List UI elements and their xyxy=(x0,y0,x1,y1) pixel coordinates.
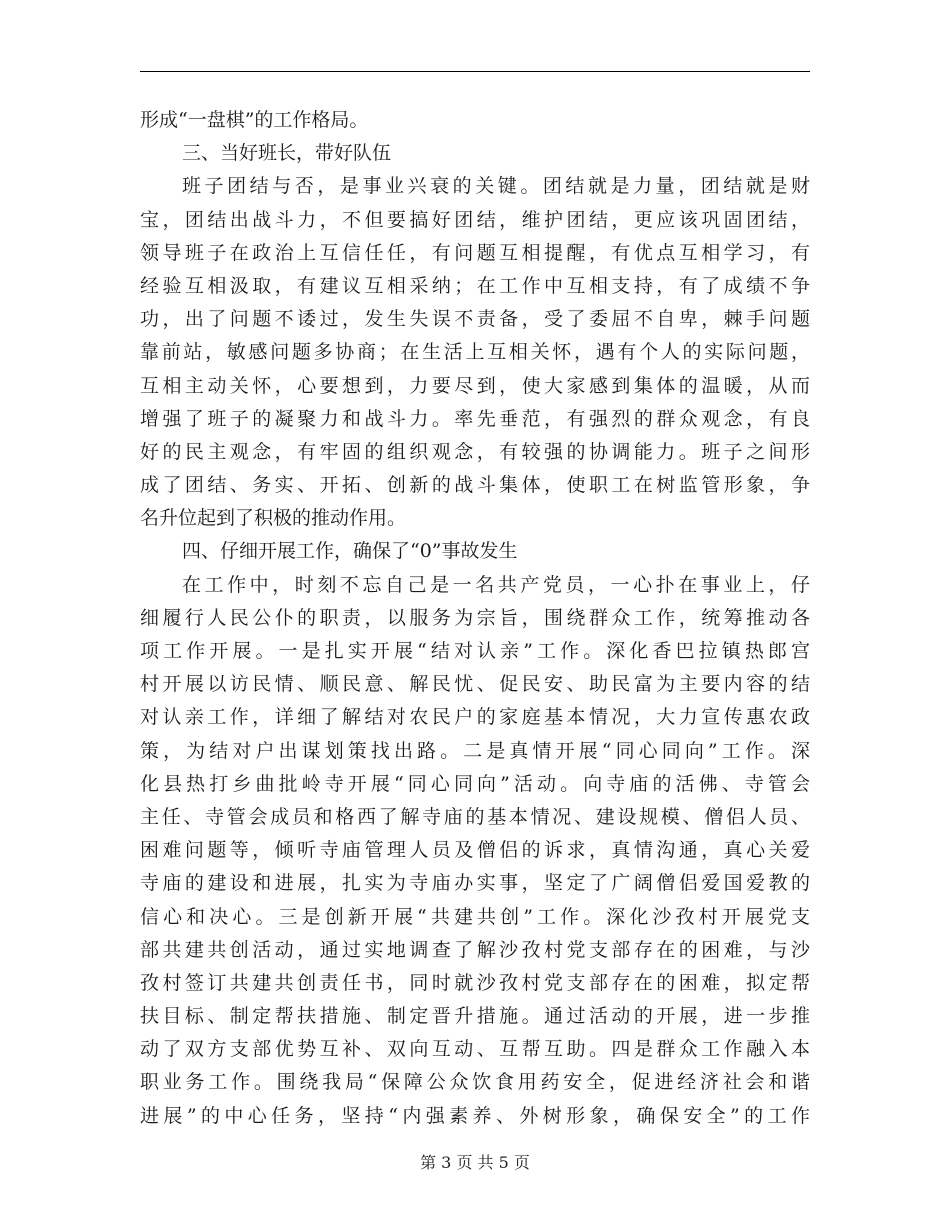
text-line: 宝，团结出战斗力，不但要搞好团结，维护团结，更应该巩固团结， xyxy=(140,208,810,231)
section-heading: 三、当好班长，带好队伍 xyxy=(182,142,392,165)
page-number-footer: 第 3 页 共 5 页 xyxy=(420,1153,530,1172)
text-line: 增强了班子的凝聚力和战斗力。率先垂范，有强烈的群众观念，有良 xyxy=(140,407,810,430)
text-line: 信心和决心。三是创新开展“共建共创”工作。深化沙孜村开展党支 xyxy=(140,905,810,928)
text-line: 领导班子在政治上互信任任，有问题互相提醒，有优点互相学习，有 xyxy=(140,241,810,264)
header-rule xyxy=(140,71,810,72)
text-line: 困难问题等，倾听寺庙管理人员及僧侣的诉求，真情沟通，真心关爱 xyxy=(140,839,810,862)
text-line: 好的民主观念，有牢固的组织观念，有较强的协调能力。班子之间形 xyxy=(140,440,810,463)
document-body xyxy=(140,104,810,1133)
text-line: 对认亲工作，详细了解结对农民户的家庭基本情况，大力宣传惠农政 xyxy=(140,706,810,729)
text-line: 成了团结、务实、开拓、创新的战斗集体，使职工在树监管形象，争 xyxy=(140,474,810,497)
section-heading: 四、仔细开展工作，确保了“0”事故发生 xyxy=(182,540,518,563)
text-line: 细履行人民公仆的职责，以服务为宗旨，围绕群众工作，统筹推动各 xyxy=(140,606,810,629)
text-line: 动了双方支部优势互补、双向互动、互帮互助。四是群众工作融入本 xyxy=(140,1038,810,1061)
text-line: 化县热打乡曲批岭寺开展“同心同向”活动。向寺庙的活佛、寺管会 xyxy=(140,772,810,795)
text-line: 寺庙的建设和进展，扎实为寺庙办实事，坚定了广阔僧侣爱国爱教的 xyxy=(140,872,810,895)
text-line: 职业务工作。围绕我局“保障公众饮食用药安全，促进经济社会和谐 xyxy=(140,1071,810,1094)
text-line: 进展”的中心任务，坚持“内强素养、外树形象，确保安全”的工作 xyxy=(140,1104,810,1127)
text-line: 策，为结对户出谋划策找出路。二是真情开展“同心同向”工作。深 xyxy=(140,739,810,762)
text-line: 靠前站，敏感问题多协商；在生活上互相关怀，遇有个人的实际问题， xyxy=(140,341,810,364)
text-line: 名升位起到了积极的推动作用。 xyxy=(140,507,407,530)
text-line: 功，出了问题不诿过，发生失误不责备，受了委屈不自卑，棘手问题 xyxy=(140,308,810,331)
text-line: 孜村签订共建共创责任书，同时就沙孜村党支部存在的困难，拟定帮 xyxy=(140,971,810,994)
text-line: 扶目标、制定帮扶措施、制定晋升措施。通过活动的开展，进一步推 xyxy=(140,1005,810,1028)
text-line: 部共建共创活动，通过实地调查了解沙孜村党支部存在的困难，与沙 xyxy=(140,938,810,961)
text-line: 村开展以访民情、顺民意、解民忧、促民安、助民富为主要内容的结 xyxy=(140,673,810,696)
text-line: 经验互相汲取，有建议互相采纳；在工作中互相支持，有了成绩不争 xyxy=(140,274,810,297)
text-line: 班子团结与否，是事业兴衰的关键。团结就是力量，团结就是财 xyxy=(182,175,810,198)
text-line: 在工作中，时刻不忘自己是一名共产党员，一心扑在事业上，仔 xyxy=(182,573,810,596)
text-line: 主任、寺管会成员和格西了解寺庙的基本情况、建设规模、僧侣人员、 xyxy=(140,805,810,828)
text-line: 项工作开展。一是扎实开展“结对认亲”工作。深化香巴拉镇热郎宫 xyxy=(140,640,810,662)
text-line: 互相主动关怀，心要想到，力要尽到，使大家感到集体的温暖，从而 xyxy=(140,374,810,397)
text-line: 形成“一盘棋”的工作格局。 xyxy=(140,109,369,131)
